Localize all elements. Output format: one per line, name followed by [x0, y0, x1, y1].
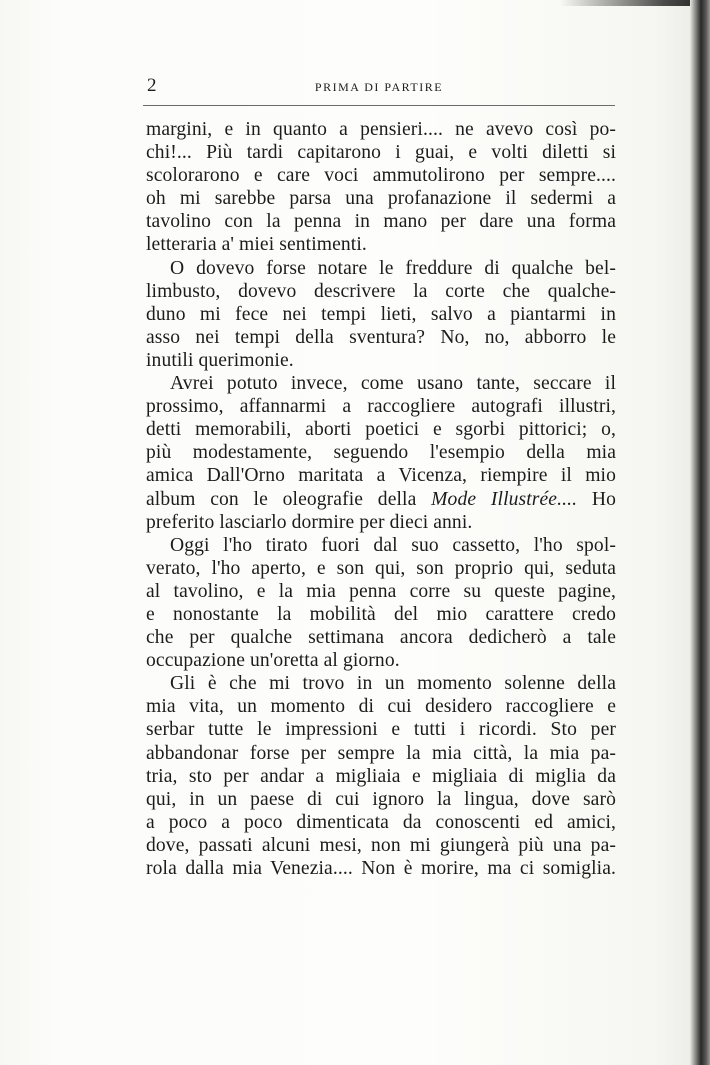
text-line: oh mi sarebbe parsa una profanazione il sedermi a	[146, 188, 616, 210]
text-line: asso nei tempi della sventura? No, no, abborro le	[146, 326, 616, 348]
text-line: serbar tutte le impressioni e tutti i ricordi. Sto per	[146, 719, 616, 741]
text-line-with-italic	[146, 488, 616, 511]
text-line: Avrei potuto invece, come usano tante, seccare il	[170, 373, 616, 395]
body-text	[146, 118, 616, 880]
text-line: duno mi fece nei tempi lieti, salvo a piantarmi in	[146, 303, 616, 325]
page-top-shadow	[560, 0, 710, 6]
text-line: mia vita, un momento di cui desidero raccogliere e	[146, 696, 616, 718]
text-line: inutili querimonie.	[146, 349, 294, 371]
page-number: 2	[147, 75, 157, 96]
text-line: limbusto, dovevo descrivere la corte che qualche-	[146, 280, 616, 302]
text-line: tria, sto per andar a migliaia e migliaia di miglia da	[146, 765, 616, 787]
text-line: amica Dall'Orno maritata a Vicenza, riempire il mio	[146, 465, 616, 487]
text-line: al tavolino, e la mia penna corre su queste pagine,	[146, 580, 616, 602]
page-header	[143, 75, 615, 97]
text-line: Oggi l'ho tirato fuori dal suo cassetto, l'ho spol-	[170, 534, 616, 556]
text-line: scolorarono e care voci ammutolirono per sempre....	[146, 165, 616, 187]
text-line: O dovevo forse notare le freddure di qualche bel-	[170, 257, 616, 279]
text-line: letteraria a' miei sentimenti.	[146, 234, 367, 256]
text-line: e nonostante la mobilità del mio carattere credo	[146, 603, 616, 625]
text-line: margini, e in quanto a pensieri.... ne avevo così po-	[146, 119, 616, 140]
header-rule	[143, 105, 615, 106]
text-line: abbandonar forse per sempre la mia città, la mia pa-	[146, 742, 616, 764]
text-line: a poco a poco dimenticata da conoscenti ed amici,	[146, 811, 616, 833]
text-line: rola dalla mia Venezia.... Non è morire, ma ci somiglia.	[146, 858, 616, 879]
book-binding-edge	[690, 0, 710, 1065]
text-line: occupazione un'oretta al giorno.	[146, 650, 400, 672]
text-line: detti memorabili, aborti poetici e sgorbi pittorici; o,	[146, 419, 616, 441]
text-line: Gli è che mi trovo in un momento solenne della	[170, 673, 616, 695]
text-fragment: album con le oleografie della	[146, 488, 432, 510]
text-line: prossimo, affannarmi a raccogliere autografi illustri,	[146, 396, 616, 418]
text-fragment: Ho	[577, 488, 616, 510]
text-line: che per qualche settimana ancora dedicherò a tale	[146, 627, 616, 649]
running-title: PRIMA DI PARTIRE	[314, 80, 444, 94]
text-line: dove, passati alcuni mesi, non mi giungerà più una pa-	[146, 834, 616, 856]
text-line: chi!... Più tardi capitarono i guai, e volti diletti si	[146, 142, 616, 164]
text-line: tavolino con la penna in mano per dare una forma	[146, 211, 616, 233]
text-line: verato, l'ho aperto, e son qui, son proprio qui, seduta	[146, 557, 616, 579]
text-line: preferito lasciarlo dormire per dieci anni.	[146, 511, 473, 533]
italic-title: Mode Illustrée....	[431, 488, 578, 510]
text-line: qui, in un paese di cui ignoro la lingua, dove sarò	[146, 788, 616, 810]
text-line: più modestamente, seguendo l'esempio della mia	[146, 442, 616, 464]
